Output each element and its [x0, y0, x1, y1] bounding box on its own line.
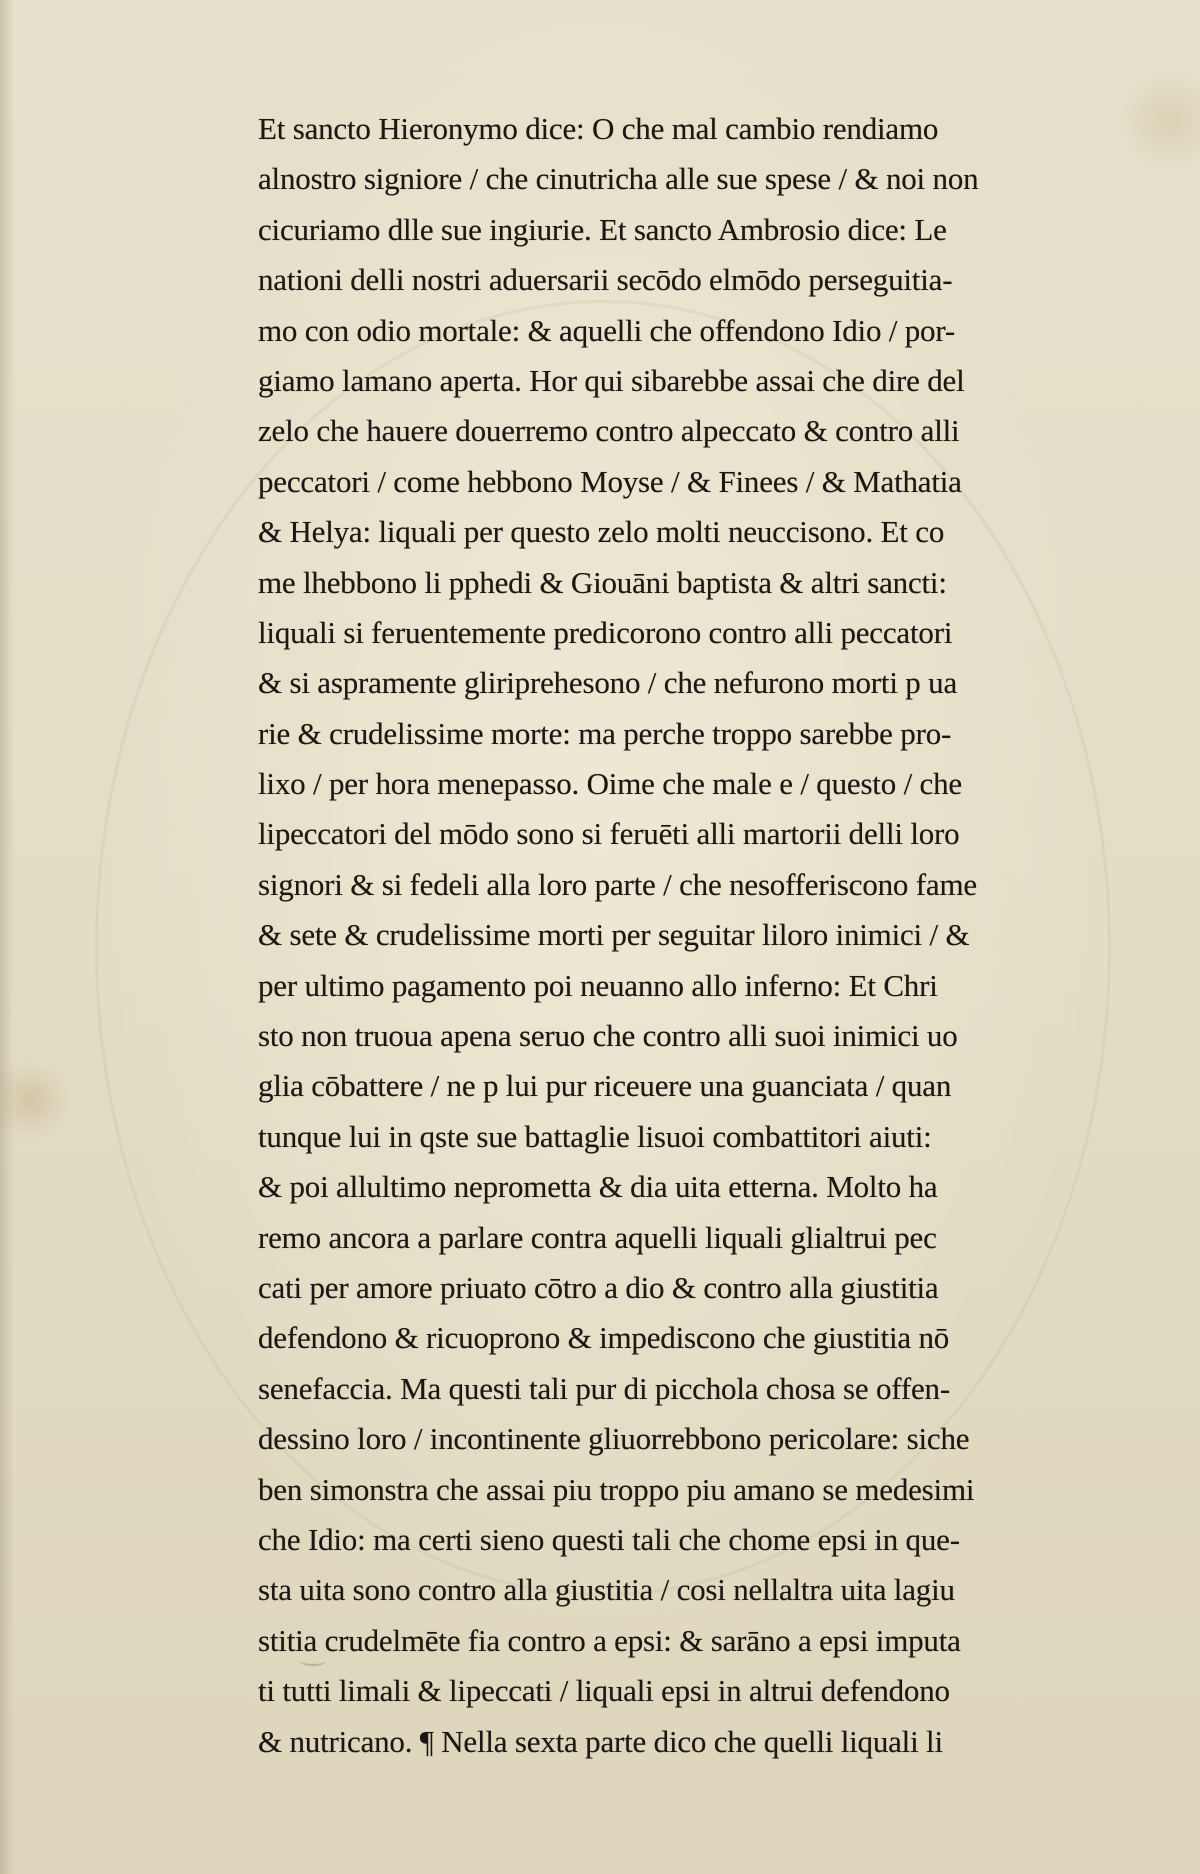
text-line: giamo lamano aperta. Hor qui sibarebbe assai che dire del — [258, 362, 965, 398]
text-line: & poi allultimo neprometta & dia uita etterna. Molto ha — [258, 1169, 938, 1205]
text-line: cicuriamo dlle sue ingiurie. Et sancto Ambrosio dice: Le — [258, 211, 947, 247]
text-line: ti tutti limali & lipeccati / liquali epsi in altrui defendono — [258, 1673, 950, 1709]
text-line: tunque lui in qste sue battaglie lisuoi combattitori aiuti: — [258, 1118, 932, 1154]
text-line: glia cōbattere / ne p lui pur riceuere una guanciata / quan — [258, 1068, 952, 1104]
text-line: che Idio: ma certi sieno questi tali che chome epsi in que- — [258, 1521, 960, 1557]
text-line: lixo / per hora menepasso. Oime che male e / questo / che — [258, 766, 962, 802]
text-line: cati per amore priuato cōtro a dio & contro alla giustitia — [258, 1269, 939, 1305]
text-line: dessino loro / incontinente gliuorrebbono pericolare: siche — [258, 1421, 970, 1457]
text-line: & Helya: liquali per questo zelo molti neuccisono. Et co — [258, 514, 945, 550]
text-line: liquali si feruentemente predicorono contro alli peccatori — [258, 614, 953, 650]
text-line: mo con odio mortale: & aquelli che offendono Idio / por- — [258, 312, 955, 348]
text-line: signori & si fedeli alla loro parte / che nesofferiscono fame — [258, 866, 977, 902]
text-line: zelo che hauere douerremo contro alpeccato & contro alli — [258, 413, 960, 449]
text-line: defendono & ricuoprono & impediscono che giustitia nō — [258, 1320, 950, 1356]
text-line: alnostro signiore / che cinutricha alle sue spese / & noi non — [258, 161, 979, 197]
text-line: me lhebbono li pphedi & Giouāni baptista & altri sancti: — [258, 564, 947, 600]
text-line: Et sancto Hieronymo dice: O che mal cambio rendiamo — [258, 111, 939, 146]
text-line: & nutricano. ¶ Nella sexta parte dico che quelli liquali li — [258, 1723, 943, 1759]
text-line: ben simonstra che assai piu troppo piu amano se medesimi — [258, 1471, 975, 1507]
text-line: lipeccatori del mōdo sono si feruēti alli martorii delli loro — [258, 816, 960, 852]
text-block — [258, 104, 1118, 1767]
page-edge-shadow — [0, 0, 14, 1874]
faint-mark — [300, 1656, 326, 1666]
text-line: & sete & crudelissime morti per seguitar liloro inimici / & — [258, 917, 970, 953]
text-line: nationi delli nostri aduersarii secōdo elmōdo perseguitia- — [258, 262, 953, 298]
text-line: peccatori / come hebbono Moyse / & Finees / & Mathatia — [258, 463, 962, 499]
text-line: sto non truoua apena seruo che contro alli suoi inimici uo — [258, 1018, 958, 1054]
text-line: rie & crudelissime morte: ma perche troppo sarebbe pro- — [258, 715, 952, 751]
text-line: stitia crudelmēte fia contro a epsi: & sarāno a epsi imputa — [258, 1622, 961, 1658]
text-line: sta uita sono contro alla giustitia / cosi nellaltra uita lagiu — [258, 1572, 955, 1608]
text-line: & si aspramente gliriprehesono / che nefurono morti p ua — [258, 665, 958, 701]
text-line: remo ancora a parlare contra aquelli liquali glialtrui pec — [258, 1219, 937, 1255]
text-line: per ultimo pagamento poi neuanno allo inferno: Et Chri — [258, 967, 938, 1003]
text-line: senefaccia. Ma questi tali pur di picchola chosa se offen- — [258, 1370, 950, 1406]
